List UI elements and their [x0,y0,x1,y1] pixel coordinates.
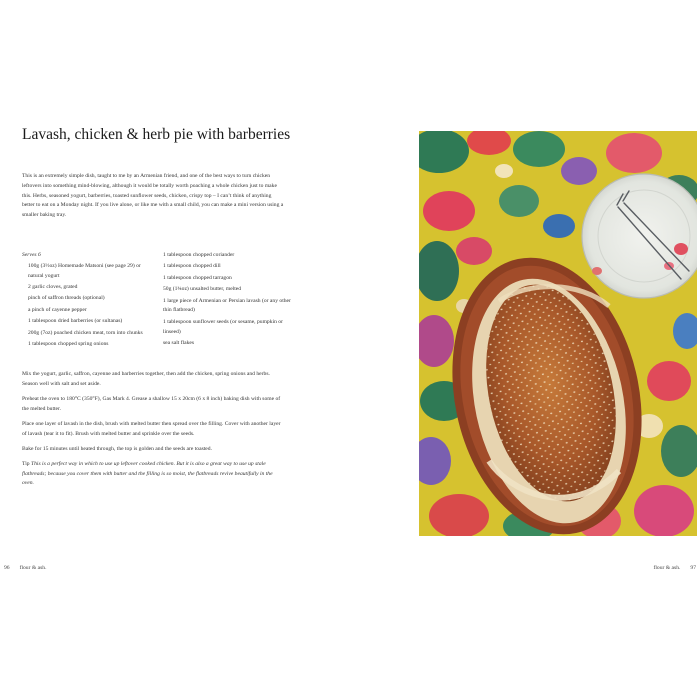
ingredients-column-right [163,251,293,350]
page-number-right: 97 [690,565,696,571]
recipe-title: Lavash, chicken & herb pie with barberries [22,126,291,143]
method-step: Mix the yogurt, garlic, saffron, cayenne and barberries together, then add the chicken, spring onions and herbs. Season well with salt and set aside. [22,371,270,387]
ingredient-item: 1 tablespoon dried barberries (or sultanas) [28,318,123,325]
ingredient-item: 1 tablespoon chopped coriander [163,252,235,258]
ingredient-item: 1 tablespoon chopped spring onions [28,340,109,347]
ingredient-item: 1 tablespoon chopped tarragon [163,274,232,281]
ingredient-item: pinch of saffron threads (optional) [28,295,105,302]
running-footer-right: flour & ash. [653,565,681,571]
footer-right [654,565,696,571]
ingredient-item: 200g (7oz) poached chicken meat, torn into chunks [28,329,143,336]
ingredients-section [22,251,292,361]
ingredient-item: 1 tablespoon sunflower seeds (or sesame, pumpkin or linseed) [163,318,283,335]
ingredient-item: a pinch of cayenne pepper [28,306,87,313]
method-step: Bake for 15 minutes until heated through, the top is golden and the seeds are toasted. [22,445,212,452]
method-step: Place one layer of lavash in the dish, brush with melted butter then spread over the filling. Cover with another layer of lavash (tear it to fit). Brush with melted butter and sprinkle over the seeds. [22,420,281,437]
ingredient-item: 1 large piece of Armenian or Persian lavash (or any other thin flatbread) [163,297,291,314]
tip-label: Tip [22,460,30,467]
page-number-left: 96 [4,565,10,571]
recipe-intro: This is an extremely simple dish, taught to me by an Armenian friend, and one of the best ways to turn chicken leftovers into something mind-blowing, although it would be totally worth poaching a whole chicken just to make this. Herbs, seasoned yogurt, barberries, toasted sunflower seeds, chicken, crispy top – I can’t think of anything better to eat on a Monday night. If you live alone, or like me with a small child, you can make a mini version using a smaller baking tray. [22,173,284,219]
ingredient-item: 2 garlic cloves, grated [28,283,78,290]
pie-photo-illustration [419,131,697,536]
tip-paragraph [22,460,284,489]
method-step: Preheat the oven to 180°C (350°F), Gas Mark 4. Grease a shallow 15 x 20cm (6 x 8 inch) baking dish with some of the melted butter. [22,395,281,412]
footer-left [4,565,46,571]
ingredients-column-left [22,251,154,351]
ingredient-list-right [163,251,293,349]
method-section [22,370,284,494]
serves-label: Serves 6 [22,252,41,258]
ingredient-item: sea salt flakes [163,339,195,346]
ingredient-list-left [22,262,154,350]
ingredient-item: 1 tablespoon chopped dill [163,263,221,270]
tip-text: This is a perfect way in which to use up leftover cooked chicken. But it is also a great way to use up stale flatbreads; because you cover them with butter and the filling is so moist, the flatbreads revive beautifully in the oven. [22,460,273,487]
ingredient-item: 100g (3½oz) Homemade Matsoni (see page 29) or natural yogurt [28,262,141,279]
plate [582,174,697,298]
pie-photo [419,131,697,536]
ingredient-item: 50g (1¾oz) unsalted butter, melted [163,286,242,293]
running-footer-left: flour & ash. [19,565,47,571]
